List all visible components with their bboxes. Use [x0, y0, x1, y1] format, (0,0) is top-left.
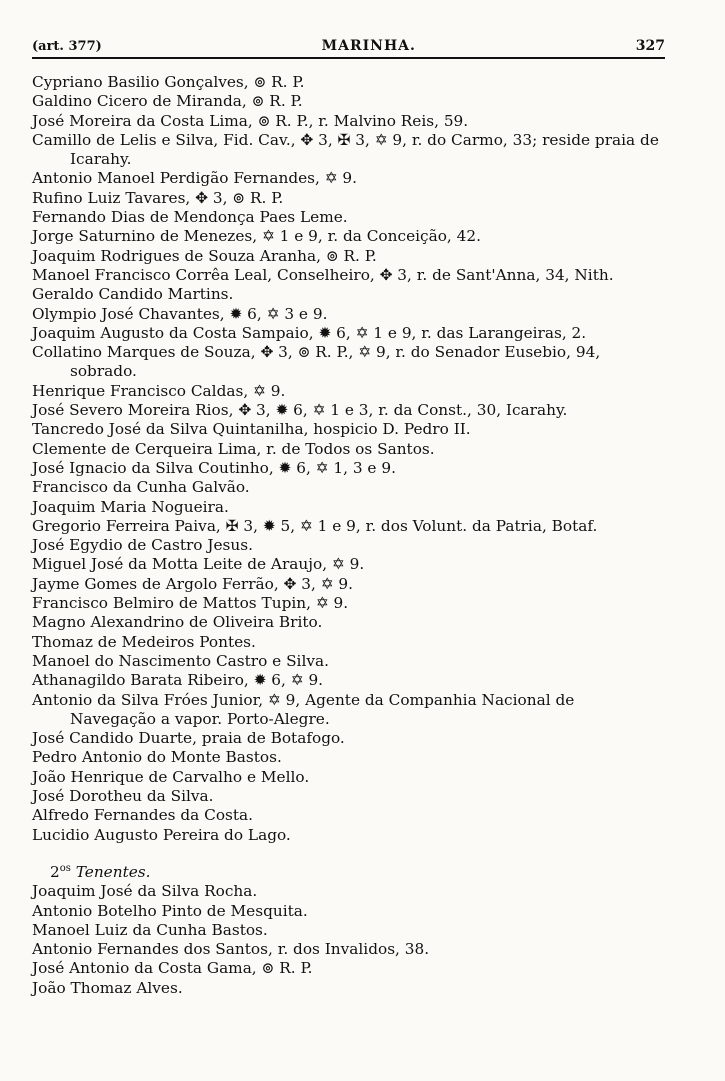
- list-item: Thomaz de Medeiros Pontes.: [32, 632, 256, 651]
- rank-number: 2: [50, 862, 60, 881]
- list-item: José Candido Duarte, praia de Botafogo.: [32, 729, 345, 748]
- rank-subheading: [32, 859, 665, 882]
- list-item: Antonio Manoel Perdigão Fernandes, ✡ 9.: [32, 169, 358, 188]
- running-header: [32, 38, 665, 59]
- list-item: Galdino Cicero de Miranda, ⊚ R. P.: [32, 92, 303, 111]
- list-item: João Thomaz Alves.: [32, 978, 183, 997]
- list-item: Manoel Francisco Corrêa Leal, Conselheiro, ✥ 3, r. de Sant'Anna, 34, Nith.: [32, 265, 614, 284]
- list-item: Joaquim José da Silva Rocha.: [32, 882, 258, 901]
- list-item: Joaquim Maria Nogueira.: [32, 497, 229, 516]
- section-heading: MARINHA.: [321, 38, 416, 54]
- list-item: Olympio José Chavantes, ✹ 6, ✡ 3 e 9.: [32, 304, 328, 323]
- list-item: Francisco da Cunha Galvão.: [32, 478, 250, 497]
- list-item: Camillo de Lelis e Silva, Fid. Cav., ✥ 3, ✠ 3, ✡ 9, r. do Carmo, 33; reside praia de Icarahy.: [32, 130, 659, 169]
- list-item: Athanagildo Barata Ribeiro, ✹ 6, ✡ 9.: [32, 671, 324, 690]
- list-item: Antonio da Silva Fróes Junior, ✡ 9, Agente da Companhia Nacional de Navegação a vapor. Porto-Alegre.: [32, 690, 575, 728]
- list-item: Miguel José da Motta Leite de Araujo, ✡ 9.: [32, 555, 365, 574]
- list-item: José Moreira da Costa Lima, ⊚ R. P., r. Malvino Reis, 59.: [32, 111, 469, 130]
- list-item: Geraldo Candido Martins.: [32, 285, 234, 304]
- lieutenant-list: [32, 882, 665, 998]
- list-item: Rufino Luiz Tavares, ✥ 3, ⊚ R. P.: [32, 188, 284, 207]
- list-item: Pedro Antonio do Monte Bastos.: [32, 748, 282, 767]
- list-item: Manoel do Nascimento Castro e Silva.: [32, 651, 329, 670]
- list-item: José Severo Moreira Rios, ✥ 3, ✹ 6, ✡ 1 e 3, r. da Const., 30, Icarahy.: [32, 401, 568, 420]
- list-item: Magno Alexandrino de Oliveira Brito.: [32, 613, 323, 632]
- list-item: Henrique Francisco Caldas, ✡ 9.: [32, 381, 286, 400]
- list-item: Joaquim Augusto da Costa Sampaio, ✹ 6, ✡ 1 e 9, r. das Larangeiras, 2.: [32, 323, 587, 342]
- list-item: Gregorio Ferreira Paiva, ✠ 3, ✹ 5, ✡ 1 e 9, r. dos Volunt. da Patria, Botaf.: [32, 516, 598, 535]
- list-item: Clemente de Cerqueira Lima, r. de Todos os Santos.: [32, 439, 435, 458]
- list-item: Antonio Botelho Pinto de Mesquita.: [32, 901, 308, 920]
- list-item: Manoel Luiz da Cunha Bastos.: [32, 920, 268, 939]
- rank-ordinal: os: [59, 862, 71, 874]
- list-item: João Henrique de Carvalho e Mello.: [32, 767, 310, 786]
- article-ref: (art. 377): [32, 39, 102, 54]
- list-item: José Dorotheu da Silva.: [32, 786, 214, 805]
- list-item: Tancredo José da Silva Quintanilha, hospicio D. Pedro II.: [32, 420, 471, 439]
- list-item: Lucidio Augusto Pereira do Lago.: [32, 825, 291, 844]
- list-item: Jorge Saturnino de Menezes, ✡ 1 e 9, r. da Conceição, 42.: [32, 227, 481, 246]
- list-item: Francisco Belmiro de Mattos Tupin, ✡ 9.: [32, 594, 349, 613]
- list-item: Fernando Dias de Mendonça Paes Leme.: [32, 208, 348, 227]
- page-number: 327: [635, 38, 665, 54]
- list-item: Cypriano Basilio Gonçalves, ⊚ R. P.: [32, 73, 305, 91]
- officer-list: [32, 73, 665, 845]
- rank-title: Tenentes.: [75, 862, 151, 881]
- list-item: Jayme Gomes de Argolo Ferrão, ✥ 3, ✡ 9.: [32, 574, 353, 593]
- list-item: Joaquim Rodrigues de Souza Aranha, ⊚ R. P.: [32, 246, 377, 265]
- list-item: José Ignacio da Silva Coutinho, ✹ 6, ✡ 1, 3 e 9.: [32, 458, 396, 477]
- list-item: Antonio Fernandes dos Santos, r. dos Invalidos, 38.: [32, 940, 430, 959]
- list-item: José Egydio de Castro Jesus.: [32, 536, 253, 555]
- list-item: Collatino Marques de Souza, ✥ 3, ⊚ R. P., ✡ 9, r. do Senador Eusebio, 94, sobrado.: [32, 343, 601, 381]
- list-item: Alfredo Fernandes da Costa.: [32, 806, 254, 825]
- list-item: José Antonio da Costa Gama, ⊚ R. P.: [32, 959, 313, 978]
